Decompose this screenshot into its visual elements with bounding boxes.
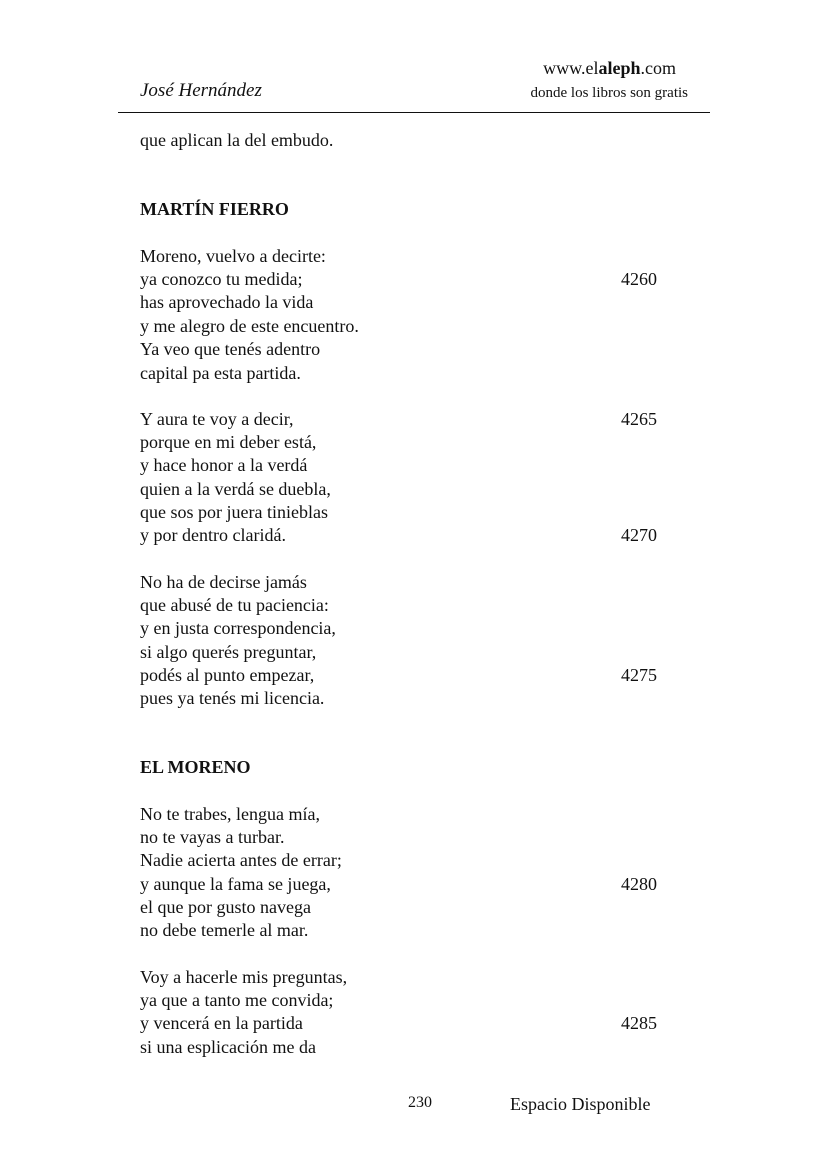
verse-line: podés al punto empezar, <box>140 665 315 685</box>
verse-line: y en justa correspondencia, <box>140 618 336 638</box>
verse-line: y me alegro de este encuentro. <box>140 316 359 336</box>
verse-line: si algo querés preguntar, <box>140 642 317 662</box>
verse-line: has aprovechado la vida <box>140 292 314 312</box>
verse-line: y aunque la fama se juega, <box>140 874 331 894</box>
site-url[interactable] <box>543 58 676 79</box>
verse-line: no debe temerle al mar. <box>140 920 309 940</box>
verse-line: Y aura te voy a decir, <box>140 409 294 429</box>
verse-line: Nadie acierta antes de errar; <box>140 850 342 870</box>
verse-line: que sos por juera tinieblas <box>140 502 328 522</box>
verse-line: Voy a hacerle mis preguntas, <box>140 967 348 987</box>
verse-line: ya que a tanto me convida; <box>140 990 334 1010</box>
line-number: 4280 <box>621 874 657 894</box>
verse-line: pues ya tenés mi licencia. <box>140 688 325 708</box>
line-number: 4265 <box>621 409 657 429</box>
line-number: 4285 <box>621 1013 657 1033</box>
footer-note: Espacio Disponible <box>510 1094 651 1114</box>
page-number: 230 <box>408 1094 432 1111</box>
site-url-prefix: www.el <box>543 58 599 78</box>
verse-line: Moreno, vuelvo a decirte: <box>140 246 326 266</box>
site-url-bold: aleph <box>598 58 641 78</box>
speaker-heading: MARTÍN FIERRO <box>140 199 289 219</box>
speaker-heading: EL MORENO <box>140 757 251 777</box>
line-number: 4270 <box>621 525 657 545</box>
verse-line: el que por gusto navega <box>140 897 311 917</box>
verse-line: capital pa esta partida. <box>140 363 301 383</box>
verse-line: si una esplicación me da <box>140 1037 316 1057</box>
verse-line: y hace honor a la verdá <box>140 455 308 475</box>
verse-line: que abusé de tu paciencia: <box>140 595 329 615</box>
verse-line: que aplican la del embudo. <box>140 130 334 150</box>
verse-line: ya conozco tu medida; <box>140 269 303 289</box>
verse-line: y vencerá en la partida <box>140 1013 303 1033</box>
line-number: 4275 <box>621 665 657 685</box>
site-tagline: donde los libros son gratis <box>530 85 688 101</box>
verse-line: No te trabes, lengua mía, <box>140 804 320 824</box>
verse-line: y por dentro claridá. <box>140 525 286 545</box>
verse-line: porque en mi deber está, <box>140 432 317 452</box>
verse-line: Ya veo que tenés adentro <box>140 339 321 359</box>
verse-line: no te vayas a turbar. <box>140 827 285 847</box>
line-number: 4260 <box>621 269 657 289</box>
author-name: José Hernández <box>140 80 262 101</box>
verse-line: quien a la verdá se duebla, <box>140 479 331 499</box>
header-divider <box>118 112 710 113</box>
verse-line: No ha de decirse jamás <box>140 572 307 592</box>
site-url-suffix: .com <box>640 58 676 78</box>
